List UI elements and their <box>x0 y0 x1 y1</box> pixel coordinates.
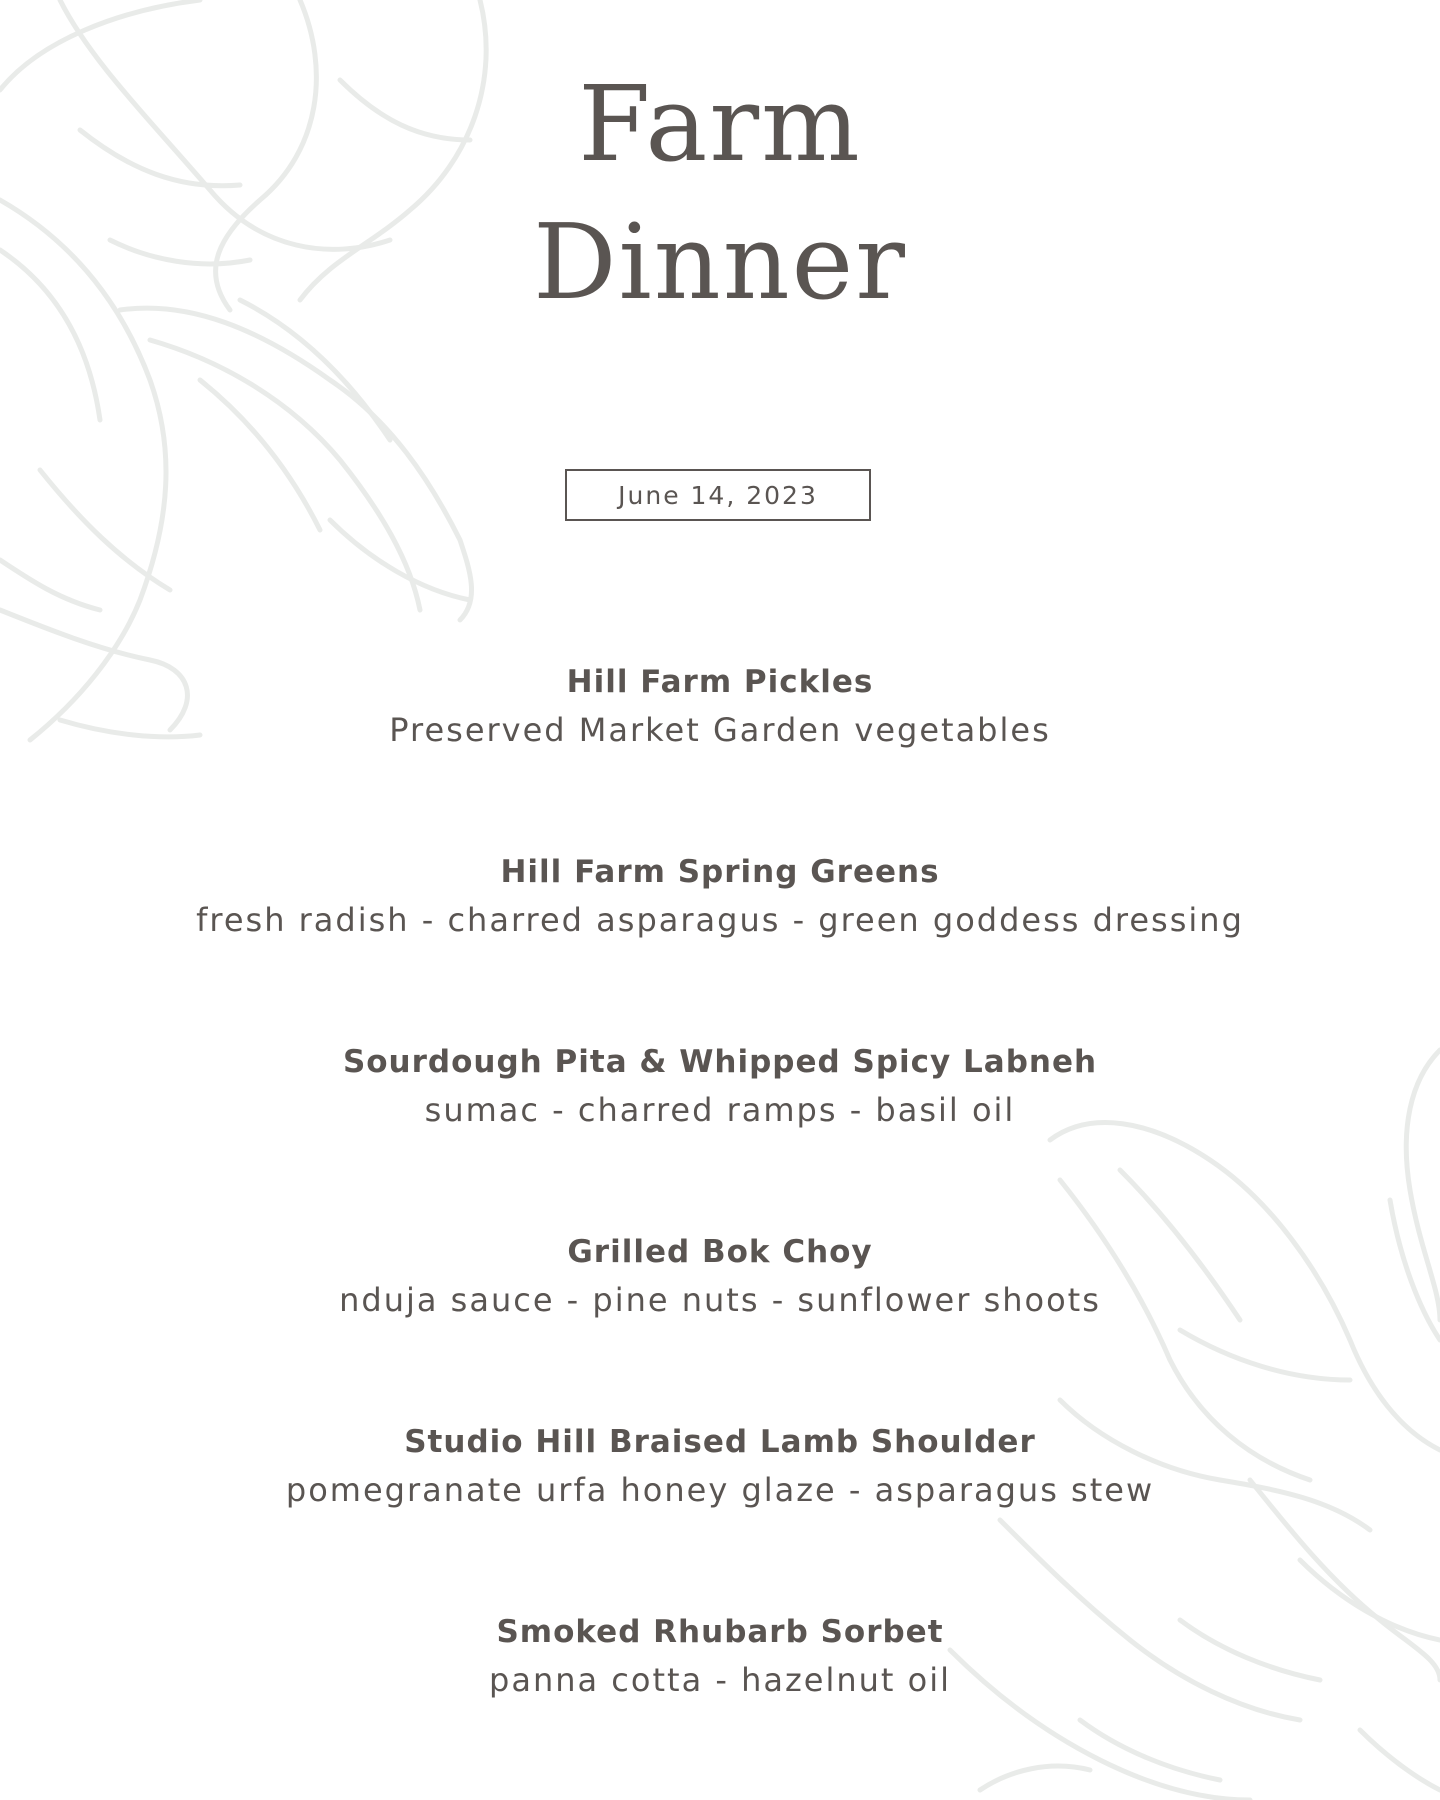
course-item-4 <box>0 1232 1440 1322</box>
course-item-5 <box>0 1422 1440 1512</box>
event-date: June 14, 2023 <box>565 469 871 521</box>
course-item-2 <box>0 852 1440 942</box>
course-item-6 <box>0 1612 1440 1702</box>
course-name: Hill Farm Spring Greens <box>500 854 940 890</box>
course-description: Preserved Market Garden vegetables <box>389 711 1051 749</box>
course-description: nduja sauce - pine nuts - sunflower shoots <box>339 1281 1101 1319</box>
title-line-2: Dinner <box>533 201 907 323</box>
course-name: Sourdough Pita & Whipped Spicy Labneh <box>342 1044 1098 1080</box>
course-description: panna cotta - hazelnut oil <box>489 1661 951 1699</box>
course-name: Hill Farm Pickles <box>566 664 874 700</box>
course-item-1 <box>0 662 1440 752</box>
course-name: Smoked Rhubarb Sorbet <box>496 1614 944 1650</box>
course-name: Grilled Bok Choy <box>567 1234 873 1270</box>
course-item-3 <box>0 1042 1440 1132</box>
course-description: sumac - charred ramps - basil oil <box>424 1091 1016 1129</box>
course-description: fresh radish - charred asparagus - green goddess dressing <box>196 901 1244 939</box>
course-description: pomegranate urfa honey glaze - asparagus stew <box>285 1471 1155 1509</box>
course-name: Studio Hill Braised Lamb Shoulder <box>404 1424 1036 1460</box>
title-line-1: Farm <box>578 63 862 185</box>
